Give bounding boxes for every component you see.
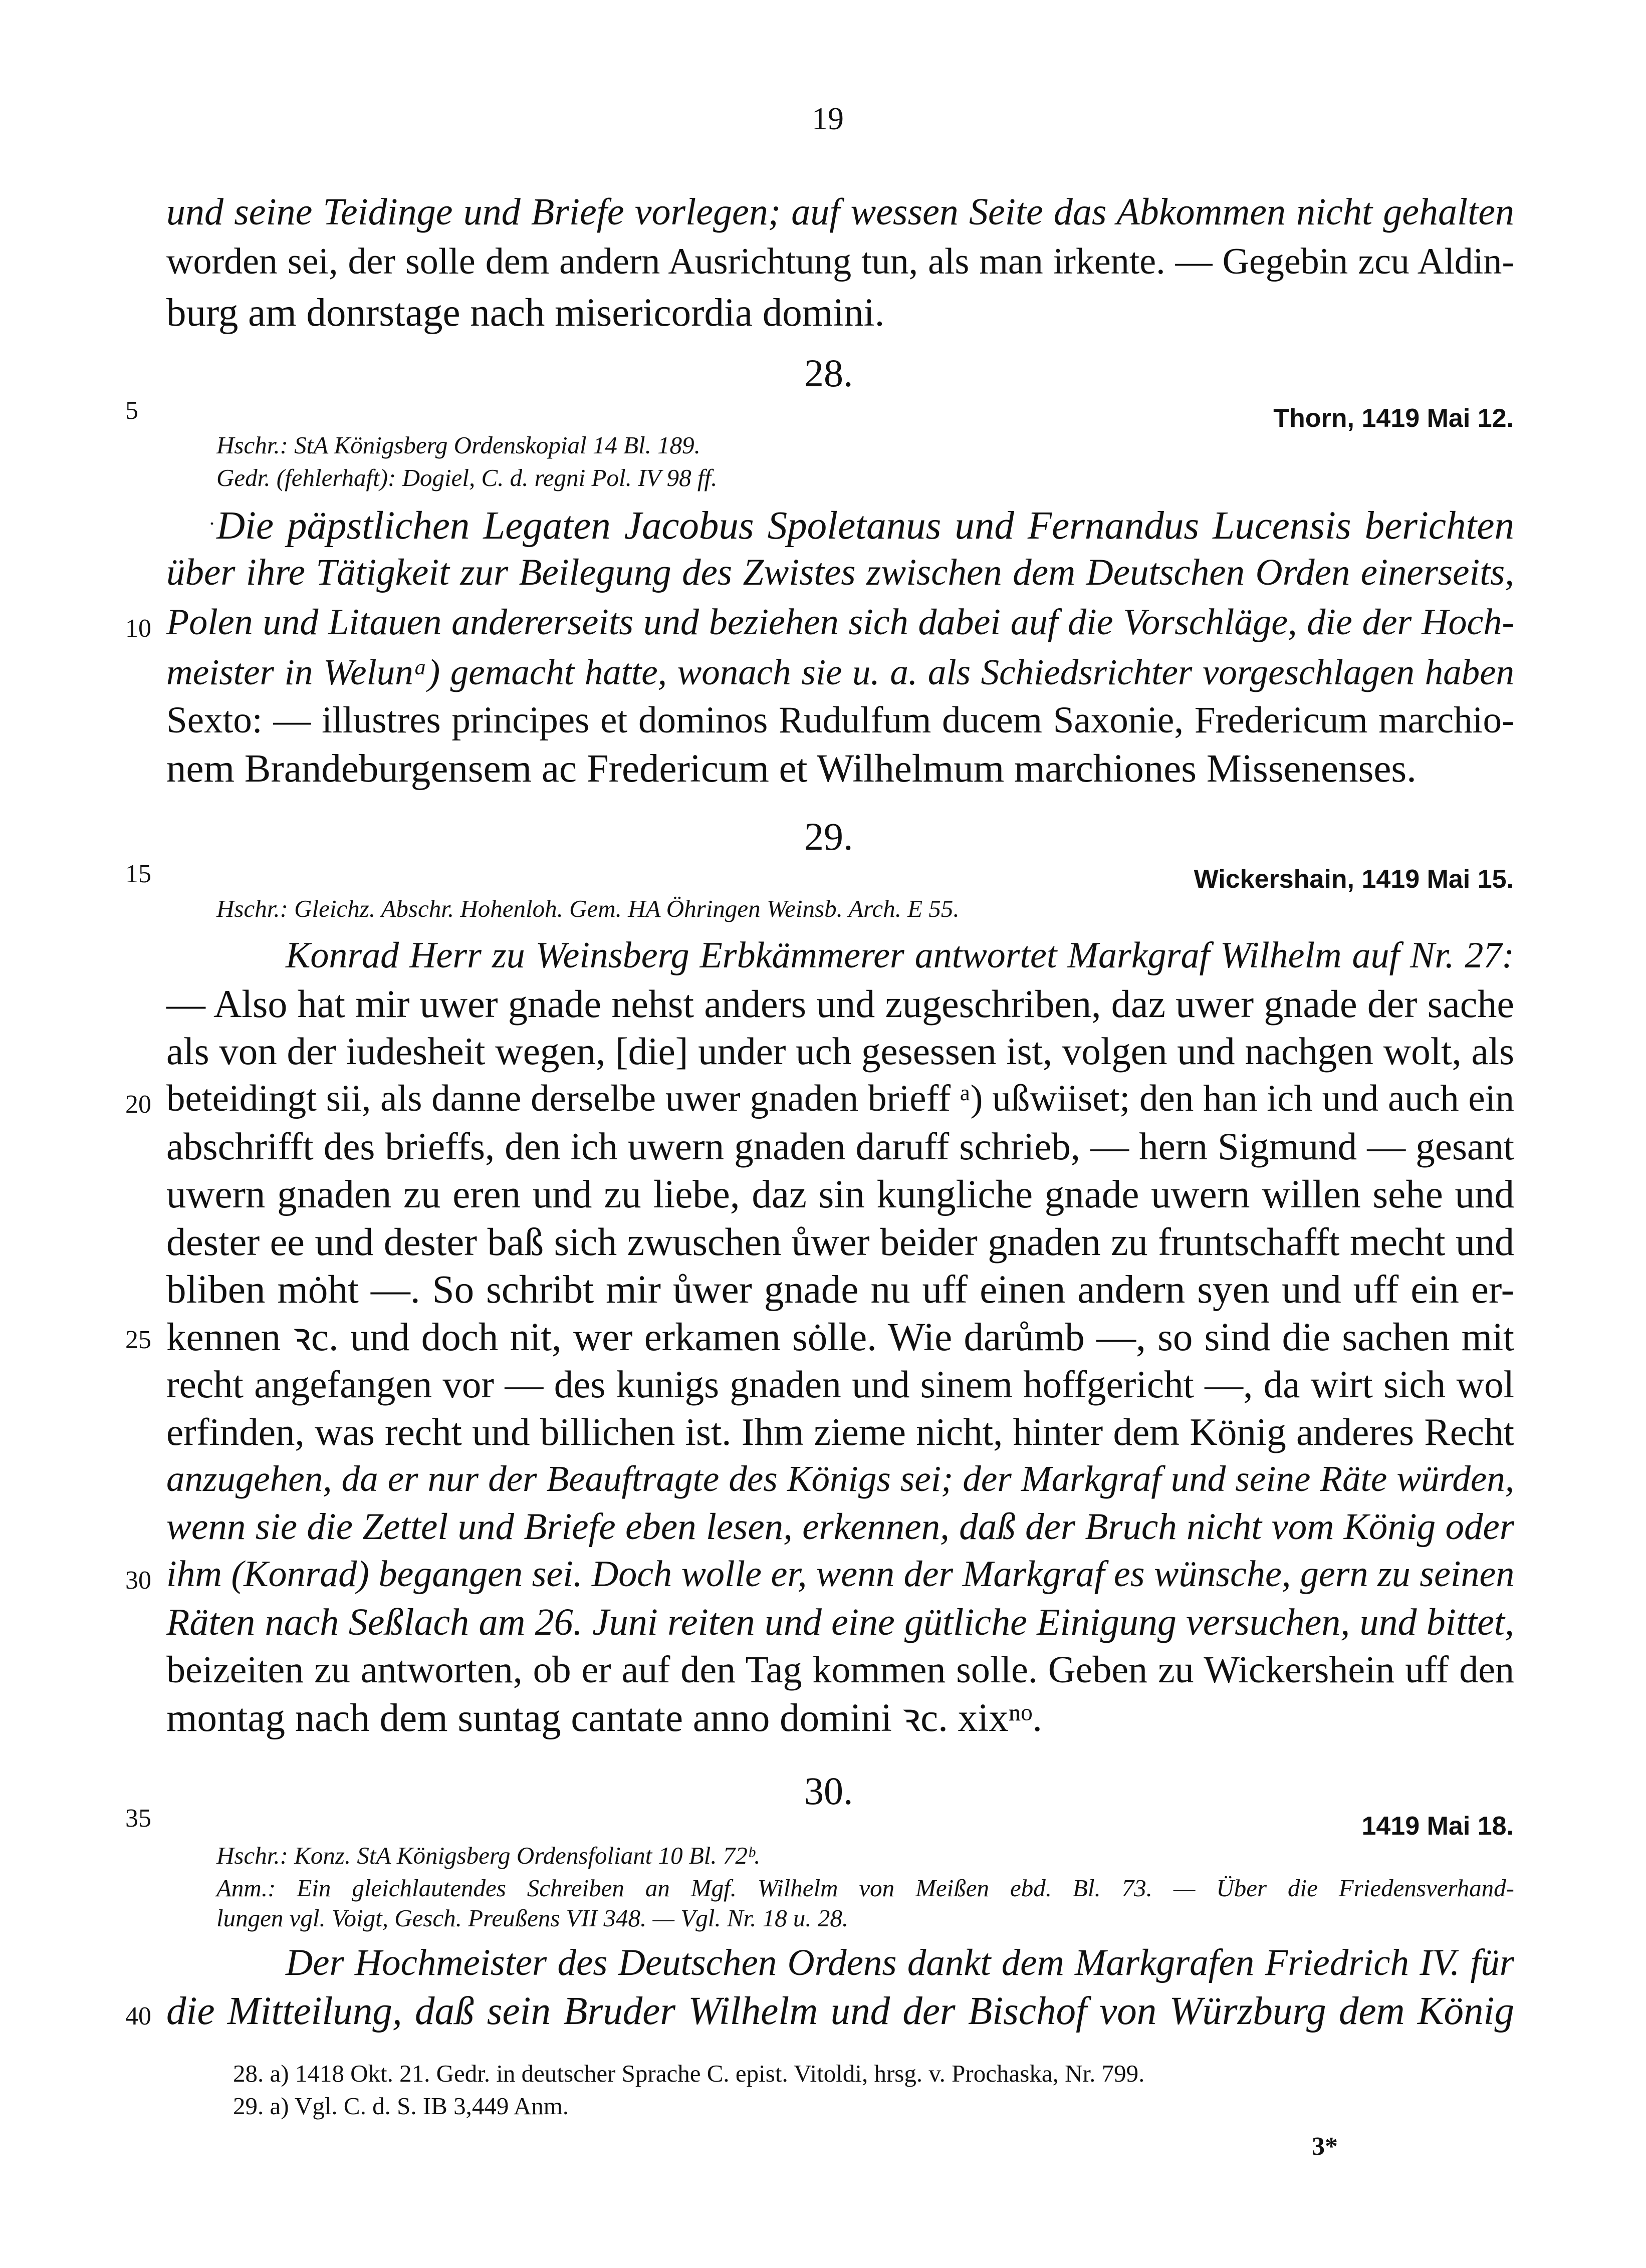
regest-line: Der Hochmeister des Deutschen Ordens dankt dem Markgrafen Friedrich IV. für (286, 1942, 1514, 1983)
regest-line: Die päpstlichen Legaten Jacobus Spoletanus und Fernandus Lucensis berichten (216, 504, 1514, 548)
text-line: bliben mȯht —. So schribt mir ůwer gnade nu uff einen andern syen und uff ein er- (166, 1268, 1514, 1312)
source-note: Hschr.: StA Königsberg Ordenskopial 14 Bl. 189. (216, 431, 700, 459)
text-line: montag nach dem suntag cantate anno domini ꝛc. xixⁿᵒ. (166, 1696, 1043, 1740)
text-line: als von der iudesheit wegen, [die] under uch gesessen ist, volgen und nachgen wolt, als (166, 1030, 1514, 1073)
footnote: 29. a) Vgl. C. d. S. IB 3,449 Anm. (233, 2092, 569, 2120)
text-line: burg am donrstage nach misericordia domini. (166, 291, 885, 335)
line-number: 10 (125, 614, 151, 643)
text-line: dester ee und dester baß sich zwuschen ůwer beider gnaden zu fruntschafft mecht und (166, 1220, 1514, 1264)
text-line: erfinden, was recht und billichen ist. Ihm zieme nicht, hinter dem König anderes Recht (166, 1410, 1514, 1453)
place-date-28: Thorn, 1419 Mai 12. (1273, 404, 1514, 433)
source-note: lungen vgl. Voigt, Gesch. Preußens VII 348. — Vgl. Nr. 18 u. 28. (216, 1904, 849, 1932)
regest-line: ihm (Konrad) begangen sei. Doch wolle er, wenn der Markgraf es wünsche, gern zu seinen (166, 1554, 1515, 1595)
regest-line: wenn sie die Zettel und Briefe eben lesen, erkennen, daß der Bruch nicht vom König oder (166, 1506, 1514, 1548)
text-line: Sexto: — illustres principes et dominos Rudulfum ducem Saxonie, Fredericum marchio- (166, 699, 1514, 741)
text-line: beteidingt sii, als danne derselbe uwer gnaden brieff ᵃ) ußwiiset; den han ich und auch ein (166, 1078, 1514, 1119)
signature-mark: 3* (1312, 2132, 1338, 2161)
source-note: Gedr. (fehlerhaft): Dogiel, C. d. regni Pol. IV 98 ff. (216, 464, 718, 491)
source-note: Hschr.: Gleichz. Abschr. Hohenloh. Gem. HA Öhringen Weinsb. Arch. E 55. (216, 895, 960, 922)
place-date-29: Wickershain, 1419 Mai 15. (1194, 865, 1514, 894)
footnote: 28. a) 1418 Okt. 21. Gedr. in deutscher Sprache C. epist. Vitoldi, hrsg. v. Prochaska, Nr. 799. (233, 2060, 1145, 2087)
regest-line: Polen und Litauen andererseits und beziehen sich dabei auf die Vorschläge, die der Hoch- (166, 602, 1514, 643)
regest-line: über ihre Tätigkeit zur Beilegung des Zwistes zwischen dem Deutschen Orden einerseits, (166, 552, 1514, 593)
source-note: Anm.: Ein gleichlautendes Schreiben an Mgf. Wilhelm von Meißen ebd. Bl. 73. — Über die Friedensverhand- (216, 1874, 1514, 1902)
regest-line: Räten nach Seßlach am 26. Juni reiten und eine gütliche Einigung versuchen, und bittet, (166, 1601, 1514, 1643)
source-note: Hschr.: Konz. StA Königsberg Ordensfoliant 10 Bl. 72ᵇ. (216, 1842, 761, 1869)
text-line: uwern gnaden zu eren und zu liebe, daz sin kungliche gnade uwern willen sehe und (166, 1173, 1514, 1216)
place-date-30: 1419 Mai 18. (1361, 1812, 1514, 1841)
text-line: beizeiten zu antworten, ob er auf den Tag kommen solle. Geben zu Wickershein uff den (166, 1649, 1514, 1691)
text-line: recht angefangen vor — des kunigs gnaden und sinem hoffgericht —, da wirt sich wol (166, 1363, 1514, 1406)
line-number: 35 (125, 1804, 151, 1833)
regest-line: die Mitteilung, daß sein Bruder Wilhelm und der Bischof von Würzburg dem König (166, 1989, 1514, 2033)
text-line: abschrifft des brieffs, den ich uwern gnaden daruff schrieb, — hern Sigmund — gesant (166, 1125, 1514, 1168)
text-line: worden sei, der solle dem andern Ausrichtung tun, als man irkente. — Gegebin zcu Aldin- (166, 241, 1514, 282)
line-number: 5 (125, 396, 138, 425)
line-number: 20 (125, 1090, 151, 1119)
line-number: 15 (125, 860, 151, 888)
line-number: 25 (125, 1326, 151, 1354)
regest-line: anzugehen, da er nur der Beauftragte des Königs sei; der Markgraf und seine Räte würden, (166, 1458, 1514, 1499)
line-number: 40 (125, 2002, 151, 2031)
document-number-29: 29. (804, 815, 853, 858)
regest-line: meister in Welunᵃ) gemacht hatte, wonach sie u. a. als Schiedsrichter vorgeschlagen haben (166, 652, 1514, 692)
text-line: kennen ꝛc. und doch nit, wer erkamen sȯlle. Wie darůmb —, so sind die sachen mit (166, 1316, 1514, 1359)
text-line: — Also hat mir uwer gnade nehst anders und zugeschriben, daz uwer gnade der sache (166, 982, 1514, 1026)
text-line: und seine Teidinge und Briefe vorlegen; auf wessen Seite das Abkommen nicht gehalten (166, 191, 1514, 233)
page-number: 19 (812, 101, 844, 136)
text-line: nem Brandeburgensem ac Fredericum et Wilhelmum marchiones Missenenses. (166, 747, 1417, 791)
document-number-30: 30. (804, 1769, 853, 1813)
dot-mark: . (209, 507, 214, 529)
regest-line: Konrad Herr zu Weinsberg Erbkämmerer antwortet Markgraf Wilhelm auf Nr. 27: (286, 935, 1514, 976)
document-number-28: 28. (804, 351, 853, 395)
line-number: 30 (125, 1566, 151, 1595)
